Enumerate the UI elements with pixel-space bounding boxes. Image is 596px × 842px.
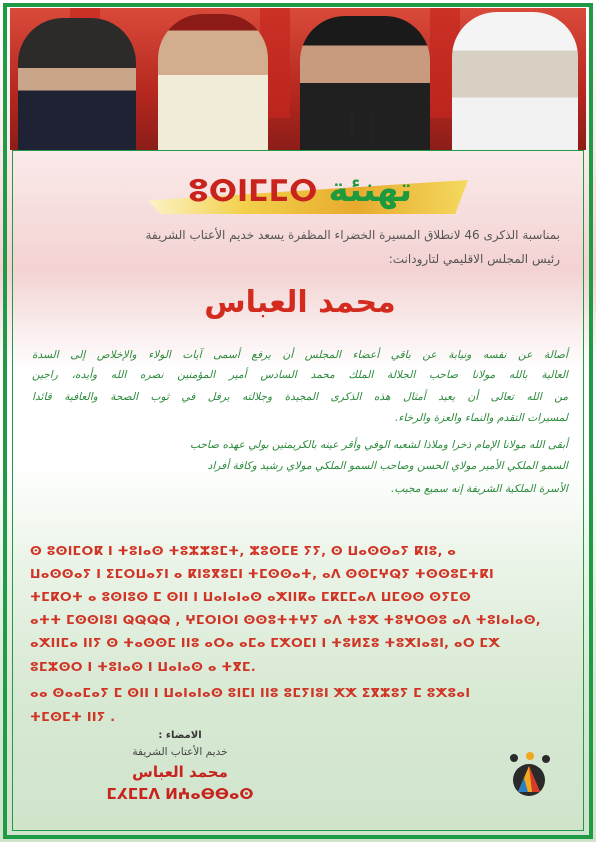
page-title <box>100 170 500 214</box>
tifinagh-line: ⵙ ⵓⵙⵏⵎⵔⴽ ⵏ ⵜⵓⵏⴰⵙ ⵜⵓⵣⵣⵓⵎⵜ, ⵣⵓⵙⵎⴹ ⵢⵢ, ⵙ ⵡⴰⵙⵙⴰⵢ ⴽⵏⵓ, ⴰ <box>30 543 457 558</box>
president-text: رئيس المجلس الاقليمي لتارودانت: <box>388 252 560 266</box>
message-line: الأسرة الملكية الشريفة إنه سميع مجيب. <box>391 483 568 495</box>
tifinagh-line: ⴰⴰ ⵙⴰⴰⵎⴰⵢ ⵎ ⵙⵏⵏ ⵏ ⵡⴰⵏⴰⵏⴰⵙ ⵓⵏⵎⵏ ⵏⵏⵓ ⵓⵎⵢⵏⵓⵏ ⵅⵅ ⵉⴳⵣⵓⵢ ⵎ ⵓⵅⵓⴰⵏ <box>30 685 471 700</box>
occasion-text: بمناسبة الذكرى 46 لانطلاق المسيرة الخضراء المظفرة يسعد خديم الأعتاب الشريفة <box>145 228 560 242</box>
tifinagh-line: ⴰⵜⵜ ⵎⵙⵙⵏⵓⵏ ⵕⵕⵕⵕ , ⵖⵎⵔⵏⵔⵏ ⵙⵙⵓⵜⵜⵖⵢ ⴰⴷ ⵜⵓⵅ ⵜⵓⵖⵔⵙⵓ ⴰⴷ ⵜⵓⵏⴰⵏⴰⵙ, <box>30 612 541 627</box>
signature-name-arabic: محمد العباس <box>132 763 228 781</box>
signature-label: الامضاء : <box>158 730 202 741</box>
message-line: من الله تعالى أن يعيد أمثال هذه الذكرى المجيدة وجلالته يرفل في ثوب الصحة والعافية قائدا <box>32 391 568 403</box>
signature-name-tifinagh: ⵎⵃⵎⵎⴷ ⵍⵄⴰⴱⴱⴰⵙ <box>106 785 254 803</box>
signature-title: خديم الأعتاب الشريفة <box>132 746 228 758</box>
message-line: السمو الملكي الأمير مولاي الحسن وصاحب السمو الملكي مولاي رشيد وكافة أفراد <box>207 460 568 472</box>
tifinagh-line: ⵓⵎⵣⵙⵔ ⵏ ⵜⵓⵏⴰⵙ ⵏ ⵡⴰⵏⴰⵙ ⴰ ⵜⴳⵎ. <box>30 659 256 674</box>
title-tifinagh: ⵓⵙⵏⵎⵎⵔ <box>187 174 318 209</box>
message-line: أصالة عن نفسه ونيابة عن باقي أعضاء المجلس أن يرفع أسمى آيات الولاء والإخلاص إلى السدة <box>32 349 568 361</box>
tifinagh-line: ⵜⵎⵙⵎⵜ ⵏⵏⵢ . <box>30 709 116 724</box>
tifinagh-line: ⵡⴰⵙⵙⴰⵢ ⵏ ⵉⵎⵔⵡⴰⵢⵏ ⴰ ⴽⵏⵓⴳⵓⵎⵏ ⵜⵎⵙⵙⴰⵜ, ⴰⴷ ⵙⵙⵎⵖⵕⵢ ⵜⵙⵙⵓⵎⵜⴽⵏ <box>30 566 494 581</box>
title-arabic: تهنئة <box>328 170 413 210</box>
message-line: أبقى الله مولانا الإمام ذخرا وملاذا لشعبه الوفي وأقر عينه بالكريمتين بولي عهده صاحب <box>189 439 568 451</box>
council-logo-icon <box>506 752 552 798</box>
president-name: محمد العباس <box>204 285 396 320</box>
message-line: العالية بالله مولانا صاحب الجلالة الملك محمد السادس أمير المؤمنين نصره الله وأيده، راجين <box>32 369 568 381</box>
message-line: لمسيرات التقدم والنماء والعزة والرخاء. <box>395 412 568 424</box>
tifinagh-line: ⴰⵅⵏⵏⵎⴰ ⵏⵏⵢ ⵙ ⵜⴰⵙⵙⵎ ⵏⵏⵓ ⴰⵔⴰ ⴰⵎⴰ ⵎⵅⵔⵎⵏ ⵏ ⵜⵓⵍⵉⵓ ⵜⵓⵅⵏⴰⵓⵏ, ⴰⵔ ⵎⵅ <box>30 635 501 650</box>
tifinagh-line: ⵜⵎⴽⵔⵜ ⴰ ⵓⵙⵏⵓⵙ ⵎ ⵙⵏⵏ ⵏ ⵡⴰⵏⴰⵏⴰⵙ ⴰⵅⵏⵏⴽⴰ ⵎⴽⵎⵎⴰⴷ ⵡⵎⵙⵙ ⵙⵢⵎⵙ <box>30 589 472 604</box>
